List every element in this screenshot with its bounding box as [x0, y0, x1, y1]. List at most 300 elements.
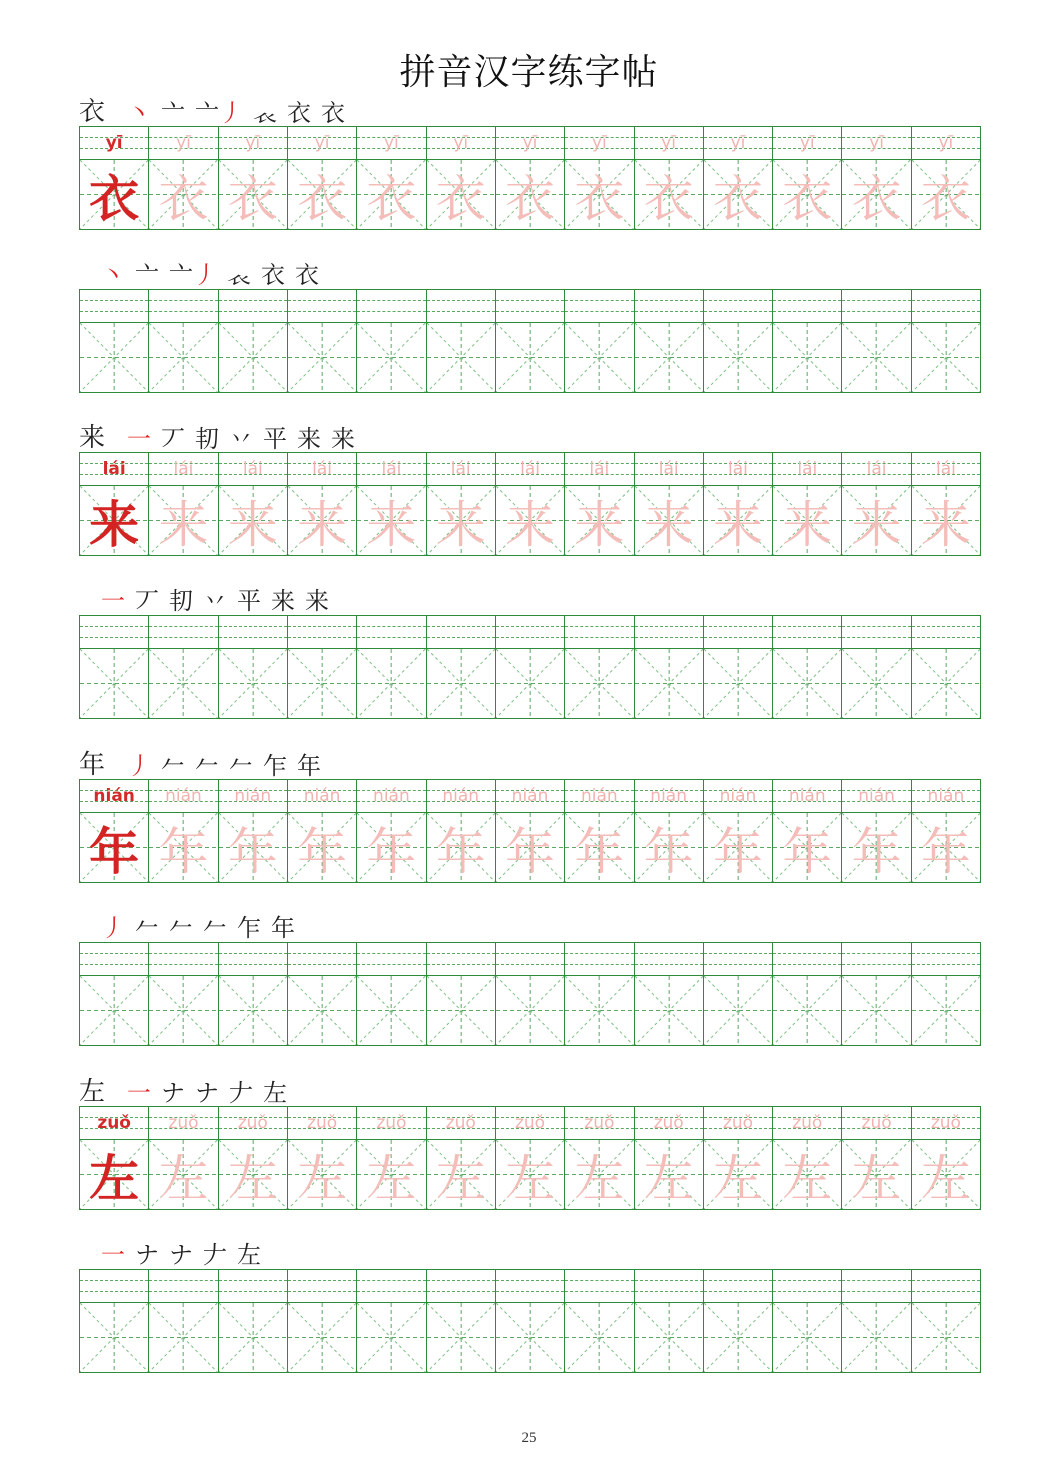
writing-box [357, 486, 426, 555]
pinyin-cell [635, 127, 704, 159]
pinyin-cell [496, 780, 565, 812]
writing-box [80, 486, 149, 555]
pinyin-cell[interactable] [704, 616, 773, 648]
character-trace: 年 [227, 822, 278, 881]
pinyin-cell [635, 1107, 704, 1139]
stroke-step-base: ナ [169, 1241, 193, 1269]
writing-box[interactable] [704, 323, 773, 392]
character-trace: 衣 [435, 169, 486, 228]
character-trace: 左 [643, 1149, 694, 1208]
character-row [79, 649, 981, 719]
writing-box[interactable] [288, 976, 357, 1045]
character-trace: 左 [435, 1149, 486, 1208]
stroke-step-base: 衣 [261, 261, 285, 289]
pinyin-cell[interactable] [912, 616, 980, 648]
character-heading: 年 [79, 750, 106, 780]
writing-box[interactable] [912, 1303, 980, 1372]
pinyin-cell [842, 453, 911, 485]
stroke-step [203, 908, 227, 943]
stroke-step [271, 581, 295, 616]
pinyin-cell[interactable] [496, 1270, 565, 1302]
stroke-step-base: 来 [331, 425, 356, 453]
stroke-step [101, 581, 125, 616]
writing-box[interactable] [773, 1303, 842, 1372]
writing-box[interactable] [635, 976, 704, 1045]
character-trace: 衣 [643, 169, 694, 228]
stroke-step-base: 丷 [203, 587, 227, 615]
writing-box[interactable] [635, 649, 704, 718]
stroke-step [253, 93, 277, 128]
character-trace: 左 [574, 1149, 625, 1208]
pinyin-cell[interactable] [427, 290, 496, 322]
writing-box [149, 486, 218, 555]
pinyin-model: yī [105, 133, 123, 153]
writing-box[interactable] [773, 649, 842, 718]
stroke-step-base: 𠂉 [203, 914, 227, 942]
pinyin-trace: zuǒ [584, 1113, 615, 1133]
stroke-step [135, 581, 159, 616]
writing-box[interactable] [565, 1303, 634, 1372]
character-trace: 衣 [574, 169, 625, 228]
pinyin-cell [496, 1107, 565, 1139]
writing-box[interactable] [635, 323, 704, 392]
pinyin-cell [773, 780, 842, 812]
pinyin-row [79, 289, 981, 323]
pinyin-trace: yī [314, 133, 330, 153]
writing-box[interactable] [704, 976, 773, 1045]
pinyin-trace: nián [165, 786, 202, 806]
writing-box [496, 1140, 565, 1209]
pinyin-cell [357, 453, 426, 485]
stroke-step-base: 𠂉 [169, 914, 193, 942]
writing-box[interactable] [496, 1303, 565, 1372]
pinyin-trace: zuǒ [930, 1113, 961, 1133]
writing-box[interactable] [149, 649, 218, 718]
pinyin-trace: lái [797, 459, 818, 479]
writing-box [149, 1140, 218, 1209]
pinyin-cell[interactable] [357, 1270, 426, 1302]
stroke-step-base: 亠 [169, 261, 193, 289]
pinyin-cell[interactable] [842, 943, 911, 975]
pinyin-cell[interactable] [635, 290, 704, 322]
writing-box [149, 813, 218, 882]
pinyin-trace: zuǒ [445, 1113, 476, 1133]
pinyin-cell[interactable] [219, 1270, 288, 1302]
pinyin-cell [912, 780, 980, 812]
writing-box[interactable] [565, 323, 634, 392]
stroke-step [295, 255, 319, 290]
character-trace: 年 [782, 822, 833, 881]
character-trace: 来 [505, 495, 556, 554]
writing-box[interactable] [80, 323, 149, 392]
stroke-step [271, 908, 295, 943]
pinyin-cell [912, 1107, 980, 1139]
writing-box [219, 813, 288, 882]
writing-box[interactable] [357, 323, 426, 392]
writing-box [219, 1140, 288, 1209]
pinyin-cell [149, 780, 218, 812]
character-trace: 左 [366, 1149, 417, 1208]
stroke-step [229, 419, 253, 454]
writing-box[interactable] [219, 649, 288, 718]
writing-box[interactable] [219, 1303, 288, 1372]
pinyin-cell[interactable] [912, 1270, 980, 1302]
writing-box [496, 160, 565, 229]
pinyin-cell[interactable] [80, 616, 149, 648]
pinyin-cell [80, 1107, 149, 1139]
pinyin-cell[interactable] [149, 290, 218, 322]
character-model: 衣 [89, 169, 140, 228]
character-trace: 衣 [505, 169, 556, 228]
pinyin-cell [842, 780, 911, 812]
pinyin-row [79, 615, 981, 649]
stroke-step-base: 平 [237, 587, 261, 615]
stroke-step-new: 一 [101, 587, 125, 615]
pinyin-cell[interactable] [496, 290, 565, 322]
stroke-step [237, 908, 261, 943]
pinyin-trace: nián [234, 786, 272, 806]
stroke-step [261, 255, 285, 290]
pinyin-cell[interactable] [842, 1270, 911, 1302]
pinyin-cell[interactable] [635, 943, 704, 975]
pinyin-cell[interactable] [219, 943, 288, 975]
writing-box[interactable] [288, 649, 357, 718]
pinyin-cell[interactable] [288, 1270, 357, 1302]
writing-box [842, 160, 911, 229]
model-grid [79, 452, 981, 556]
writing-box [565, 1140, 634, 1209]
writing-box[interactable] [357, 1303, 426, 1372]
writing-box[interactable] [427, 649, 496, 718]
pinyin-cell[interactable] [219, 616, 288, 648]
stroke-step-base: ナ [135, 1241, 159, 1269]
pinyin-cell [565, 127, 634, 159]
writing-box[interactable] [357, 976, 426, 1045]
writing-box [357, 813, 426, 882]
character-trace: 年 [851, 822, 902, 881]
character-trace: 来 [643, 495, 694, 554]
pinyin-cell [219, 780, 288, 812]
stroke-order-line [101, 907, 305, 943]
pinyin-cell[interactable] [427, 616, 496, 648]
writing-box[interactable] [912, 649, 980, 718]
stroke-step-base: 𠂉 [229, 752, 254, 780]
writing-box[interactable] [149, 323, 218, 392]
writing-box[interactable] [842, 976, 911, 1045]
writing-box[interactable] [842, 1303, 911, 1372]
pinyin-cell[interactable] [773, 290, 842, 322]
character-trace: 左 [851, 1149, 902, 1208]
pinyin-cell[interactable] [565, 616, 634, 648]
character-trace: 衣 [712, 169, 763, 228]
pinyin-trace: nián [650, 786, 687, 806]
pinyin-trace: lái [589, 459, 610, 479]
stroke-order-line [101, 580, 339, 616]
character-trace: 来 [227, 495, 278, 554]
pinyin-model: nián [93, 786, 135, 806]
stroke-step-base: ナ [161, 1079, 186, 1107]
writing-box [773, 813, 842, 882]
writing-box[interactable] [427, 976, 496, 1045]
stroke-step-base: 乍 [263, 752, 288, 780]
pinyin-trace: nián [719, 786, 757, 806]
writing-box[interactable] [773, 323, 842, 392]
stroke-step [127, 419, 151, 454]
writing-box[interactable] [357, 649, 426, 718]
pinyin-cell[interactable] [912, 943, 980, 975]
writing-box [912, 1140, 980, 1209]
writing-box [842, 1140, 911, 1209]
stroke-step-base: 㓞 [169, 587, 193, 615]
stroke-step-base: 𠂉 [135, 914, 159, 942]
writing-box[interactable] [912, 323, 980, 392]
pinyin-trace: zuǒ [307, 1113, 338, 1133]
stroke-step-base: 年 [297, 752, 322, 780]
pinyin-trace: nián [442, 786, 480, 806]
writing-box[interactable] [635, 1303, 704, 1372]
writing-box[interactable] [219, 976, 288, 1045]
pinyin-cell [704, 780, 773, 812]
pinyin-trace: lái [935, 459, 956, 479]
writing-box[interactable] [842, 323, 911, 392]
stroke-step [195, 93, 243, 128]
writing-box[interactable] [149, 1303, 218, 1372]
character-heading: 左 [79, 1077, 106, 1107]
writing-box [773, 160, 842, 229]
stroke-step [127, 93, 151, 128]
pinyin-trace: zuǒ [722, 1113, 754, 1133]
stroke-order-line [101, 254, 329, 290]
writing-box [80, 160, 149, 229]
pinyin-trace: nián [303, 786, 341, 806]
pinyin-row [79, 1269, 981, 1303]
pinyin-cell [357, 1107, 426, 1139]
stroke-step-base: ナ [195, 1079, 220, 1107]
stroke-step [101, 255, 125, 290]
character-trace: 衣 [920, 169, 971, 228]
pinyin-trace: yī [661, 133, 677, 153]
writing-box [288, 486, 357, 555]
character-trace: 衣 [297, 169, 348, 228]
pinyin-trace: yī [522, 133, 538, 153]
writing-box[interactable] [288, 323, 357, 392]
writing-box [704, 160, 773, 229]
stroke-step [169, 908, 193, 943]
writing-box[interactable] [496, 649, 565, 718]
stroke-step [321, 93, 345, 128]
stroke-step [195, 746, 219, 781]
pinyin-cell[interactable] [565, 943, 634, 975]
pinyin-cell[interactable] [496, 943, 565, 975]
pinyin-cell[interactable] [773, 616, 842, 648]
pinyin-trace: zuǒ [861, 1113, 892, 1133]
pinyin-cell [773, 127, 842, 159]
pinyin-cell [773, 453, 842, 485]
stroke-step-base: 丆 [135, 587, 159, 615]
pinyin-trace: yī [869, 133, 884, 153]
pinyin-cell [149, 127, 218, 159]
stroke-order-header [79, 745, 331, 781]
stroke-step-base: 衣 [321, 99, 346, 127]
pinyin-cell [704, 1107, 773, 1139]
writing-box [704, 1140, 773, 1209]
stroke-order-header [79, 418, 365, 454]
writing-box[interactable] [219, 323, 288, 392]
pinyin-cell[interactable] [704, 1270, 773, 1302]
pinyin-cell[interactable] [357, 616, 426, 648]
character-trace: 左 [227, 1149, 278, 1208]
pinyin-cell[interactable] [149, 943, 218, 975]
writing-box [149, 160, 218, 229]
pinyin-cell[interactable] [80, 943, 149, 975]
pinyin-cell[interactable] [149, 616, 218, 648]
pinyin-model: lái [102, 459, 126, 479]
character-trace: 年 [366, 822, 417, 881]
character-model: 年 [89, 822, 140, 881]
pinyin-cell[interactable] [149, 1270, 218, 1302]
pinyin-cell [704, 453, 773, 485]
character-trace: 左 [782, 1149, 833, 1208]
pinyin-trace: nián [927, 786, 965, 806]
pinyin-cell[interactable] [219, 290, 288, 322]
stroke-step [127, 746, 151, 781]
pinyin-trace: yī [453, 133, 469, 153]
pinyin-cell[interactable] [912, 290, 980, 322]
stroke-step [237, 581, 261, 616]
writing-box [773, 1140, 842, 1209]
pinyin-cell[interactable] [357, 943, 426, 975]
stroke-step-base: 亠 [161, 99, 186, 127]
character-trace: 年 [435, 822, 486, 881]
pinyin-cell[interactable] [496, 616, 565, 648]
stroke-step-base: 乍 [237, 914, 261, 942]
pinyin-cell[interactable] [565, 290, 634, 322]
stroke-step [305, 581, 329, 616]
writing-box[interactable] [80, 649, 149, 718]
pinyin-cell[interactable] [773, 943, 842, 975]
pinyin-trace: yī [384, 133, 399, 153]
stroke-step [135, 255, 159, 290]
writing-box [357, 160, 426, 229]
writing-box[interactable] [704, 1303, 773, 1372]
pinyin-cell [912, 453, 980, 485]
writing-box [635, 160, 704, 229]
stroke-step-base: 年 [271, 914, 295, 942]
pinyin-trace: zuǒ [168, 1113, 199, 1133]
writing-box [80, 813, 149, 882]
writing-box[interactable] [496, 976, 565, 1045]
character-model: 来 [89, 495, 140, 554]
writing-box[interactable] [565, 649, 634, 718]
stroke-step [237, 1235, 261, 1270]
practice-grid [79, 1269, 981, 1373]
practice-grid [79, 289, 981, 393]
stroke-step-base: 亠 [135, 261, 159, 289]
writing-box [496, 486, 565, 555]
stroke-step-base: 𠂉 [161, 752, 186, 780]
character-trace: 年 [920, 822, 971, 881]
pinyin-cell[interactable] [773, 1270, 842, 1302]
writing-box[interactable] [80, 1303, 149, 1372]
pinyin-trace: yī [799, 133, 815, 153]
writing-box[interactable] [912, 976, 980, 1045]
character-trace: 来 [366, 495, 417, 554]
character-trace: 年 [712, 822, 763, 881]
stroke-step [161, 93, 185, 128]
pinyin-cell[interactable] [80, 1270, 149, 1302]
character-trace: 年 [643, 822, 694, 881]
writing-box[interactable] [773, 976, 842, 1045]
pinyin-cell[interactable] [704, 943, 773, 975]
pinyin-trace: yī [245, 133, 261, 153]
pinyin-cell [427, 1107, 496, 1139]
pinyin-cell[interactable] [80, 290, 149, 322]
writing-box [427, 486, 496, 555]
pinyin-trace: lái [242, 459, 263, 479]
stroke-step-new: 丿 [127, 752, 152, 780]
model-grid [79, 126, 981, 230]
pinyin-cell[interactable] [635, 1270, 704, 1302]
pinyin-cell [288, 780, 357, 812]
pinyin-cell [635, 780, 704, 812]
character-trace: 来 [782, 495, 833, 554]
pinyin-cell[interactable] [357, 290, 426, 322]
writing-box[interactable] [427, 1303, 496, 1372]
pinyin-trace: lái [450, 459, 471, 479]
writing-box[interactable] [842, 649, 911, 718]
writing-box[interactable] [565, 976, 634, 1045]
pinyin-cell[interactable] [288, 290, 357, 322]
character-trace: 来 [712, 495, 763, 554]
pinyin-cell[interactable] [288, 616, 357, 648]
pinyin-cell[interactable] [635, 616, 704, 648]
character-section [79, 1072, 981, 1377]
writing-box[interactable] [80, 976, 149, 1045]
writing-box[interactable] [288, 1303, 357, 1372]
character-trace: 衣 [366, 169, 417, 228]
character-heading: 来 [79, 423, 106, 453]
character-trace: 衣 [227, 169, 278, 228]
pinyin-trace: yī [938, 133, 954, 153]
pinyin-cell[interactable] [704, 290, 773, 322]
pinyin-cell[interactable] [565, 1270, 634, 1302]
pinyin-cell[interactable] [288, 943, 357, 975]
stroke-step-new: 一 [101, 1241, 125, 1269]
pinyin-cell [565, 780, 634, 812]
pinyin-trace: yī [591, 133, 607, 153]
writing-box[interactable] [496, 323, 565, 392]
pinyin-cell [773, 1107, 842, 1139]
writing-box [912, 486, 980, 555]
pinyin-trace: yī [730, 133, 746, 153]
stroke-step [195, 419, 219, 454]
stroke-step [169, 255, 217, 290]
page-number: 25 [521, 1430, 537, 1446]
pinyin-cell [357, 780, 426, 812]
writing-box[interactable] [704, 649, 773, 718]
writing-box[interactable] [427, 323, 496, 392]
pinyin-cell[interactable] [427, 1270, 496, 1302]
pinyin-trace: lái [520, 459, 540, 479]
pinyin-cell[interactable] [842, 290, 911, 322]
pinyin-cell[interactable] [427, 943, 496, 975]
stroke-step [263, 419, 287, 454]
stroke-order-header [79, 1072, 297, 1108]
writing-box[interactable] [149, 976, 218, 1045]
pinyin-cell[interactable] [842, 616, 911, 648]
character-row [79, 1140, 981, 1210]
stroke-step [227, 255, 251, 290]
